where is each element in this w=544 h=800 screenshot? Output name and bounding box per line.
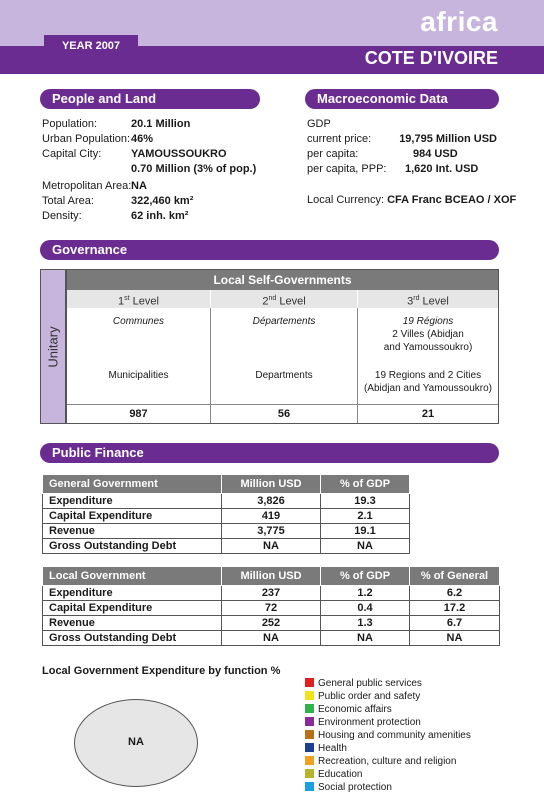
table-row: Capital Expenditure 72 0.4 17.2: [43, 601, 500, 616]
level-2-count: 56: [277, 408, 291, 420]
legend-item: Education: [305, 768, 471, 781]
level-3-english-name: 19 Regions and 2 Cities (Abidjan and Yamoussoukro): [363, 370, 493, 394]
level-3-native-name: 19 Régions 2 Villes (Abidjan and Yamoussoukro): [383, 316, 473, 353]
people-label: Capital City:: [42, 148, 102, 160]
general-header: % of GDP: [321, 475, 410, 494]
level-1-count: 987: [129, 408, 148, 420]
macro-label: current price:: [307, 133, 372, 145]
people-label: Total Area:: [42, 195, 94, 207]
local-header: Local Government: [43, 567, 222, 586]
macro-value: 19,795 Million USD: [399, 133, 497, 145]
local-header: % of GDP: [321, 567, 410, 586]
legend-item: Economic affairs: [305, 703, 471, 716]
level-header-3: 3rd Level: [358, 290, 498, 308]
level-1-native-name: Communes: [112, 316, 165, 327]
gdp-label: GDP: [307, 118, 331, 130]
legend-swatch: [305, 743, 314, 752]
legend-swatch: [305, 704, 314, 713]
legend-item: Public order and safety: [305, 690, 471, 703]
general-header: Million USD: [222, 475, 321, 494]
legend-item: Recreation, culture and religion: [305, 755, 471, 768]
region-label: africa: [420, 6, 498, 37]
level-2-native-name: Départements: [252, 316, 316, 327]
section-governance: Governance: [40, 240, 499, 260]
macro-label: per capita, PPP:: [307, 163, 387, 175]
people-list: [42, 117, 256, 224]
people-value: 322,460 km²: [131, 195, 194, 207]
pie-na-label: NA: [128, 736, 144, 748]
local-government-table: [42, 566, 500, 646]
local-header: % of General: [410, 567, 500, 586]
table-row: Expenditure 3,826 19.3: [43, 494, 410, 509]
table-row: Gross Outstanding Debt NA NA NA: [43, 631, 500, 646]
country-title: COTE D'IVOIRE: [364, 48, 498, 68]
level-header-2: 2nd Level: [211, 290, 357, 308]
macro-list: [307, 117, 516, 208]
people-value: 62 inh. km²: [131, 210, 189, 222]
year-tab: YEAR 2007: [44, 35, 138, 57]
expenditure-chart-title: Local Government Expenditure by function %: [42, 665, 281, 677]
level-3-count: 21: [421, 408, 435, 420]
governance-table-title: Local Self-Governments: [67, 270, 498, 290]
level-header-1: 1st Level: [67, 290, 210, 308]
macro-value: 984 USD: [413, 148, 458, 160]
legend-item: Health: [305, 742, 471, 755]
governance-table: [66, 269, 499, 424]
legend-swatch: [305, 782, 314, 791]
legend-swatch: [305, 678, 314, 687]
people-value: 46%: [131, 133, 154, 145]
people-value: YAMOUSSOUKRO: [131, 148, 227, 160]
government-type-label: [40, 269, 66, 424]
people-label: Population:: [42, 118, 98, 130]
legend-swatch: [305, 717, 314, 726]
legend-swatch: [305, 691, 314, 700]
people-label: Metropolitan Area:: [42, 180, 132, 192]
general-government-table: [42, 474, 410, 554]
section-macroeconomic-data: Macroeconomic Data: [305, 89, 499, 109]
macro-label: per capita:: [307, 148, 359, 160]
local-header: Million USD: [222, 567, 321, 586]
macro-value: 1,620 Int. USD: [405, 163, 479, 175]
legend-item: Housing and community amenities: [305, 729, 471, 742]
level-2-english-name: Departments: [255, 370, 313, 381]
legend-swatch: [305, 756, 314, 765]
table-row: Gross Outstanding Debt NA NA: [43, 539, 410, 554]
legend: [305, 677, 471, 794]
table-row: Capital Expenditure 419 2.1: [43, 509, 410, 524]
table-row: Revenue 3,775 19.1: [43, 524, 410, 539]
currency-label: Local Currency:: [307, 194, 385, 206]
legend-item: Social protection: [305, 781, 471, 794]
people-label: Density:: [42, 210, 82, 222]
legend-swatch: [305, 730, 314, 739]
section-public-finance: Public Finance: [40, 443, 499, 463]
people-value: 0.70 Million (3% of pop.): [131, 163, 257, 175]
people-value: 20.1 Million: [131, 118, 191, 130]
table-row: Revenue 252 1.3 6.7: [43, 616, 500, 631]
section-people-and-land: People and Land: [40, 89, 260, 109]
expenditure-pie-placeholder: [74, 699, 198, 787]
level-1-english-name: Municipalities: [108, 370, 169, 381]
currency-value: CFA Franc BCEAO / XOF: [387, 194, 517, 206]
legend-item: General public services: [305, 677, 471, 690]
general-header: General Government: [43, 475, 222, 494]
row-divider: [67, 404, 498, 405]
legend-item: Environment protection: [305, 716, 471, 729]
people-value: NA: [131, 180, 147, 192]
people-label: Urban Population:: [42, 133, 131, 145]
government-type-text: Unitary: [45, 325, 61, 368]
legend-swatch: [305, 769, 314, 778]
table-row: Expenditure 237 1.2 6.2: [43, 586, 500, 601]
